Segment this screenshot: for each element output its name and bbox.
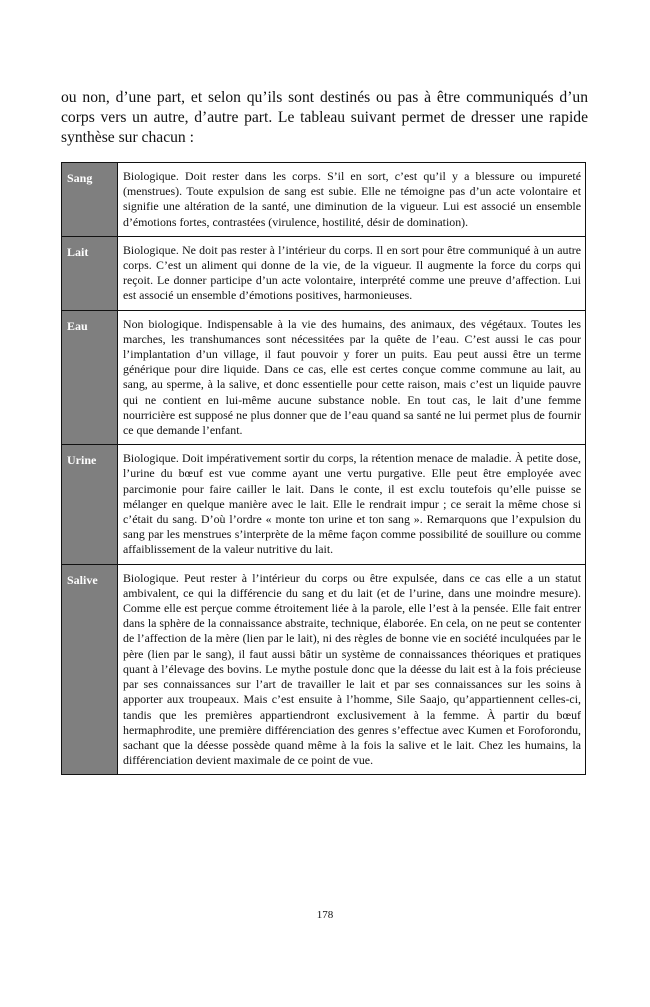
row-label: Lait xyxy=(62,236,118,310)
table-row-urine xyxy=(62,445,586,564)
row-description: Biologique. Peut rester à l’intérieur du corps ou être expulsée, dans ce cas elle a un statut ambivalent, ce qui la différencie du sang et du lait (et de l’urine, dans une moindre mesure). Comme elle est perçue comme étroitement liée à la parole, elle l’est à la pensée. Elle fait entrer dans la sphère de la connaissance abstraite, technique, élaborée. En cela, on ne peut se contenter de l’affection de la mère (lien par le lait), ni des règles de bonne vie en société inculquées par le père (lien par le sang), il faut aussi bâtir un système de connaissances théoriques et pratiques quant à l’élevage des bovins. Le mythe postule donc que la déesse du lait est à la fois précieuse par ses connaissances sur l’art de travailler le lait et par ses connaissances sur les soins à apporter aux troupeaux. Mais c’est ensuite à l’homme, Sile Saajo, qu’appartiennent celles-ci, tandis que les premières appartiendront exclusivement à la femme. À partir du bœuf hermaphrodite, une première différenciation des genres s’effectue avec Kumen et Foroforondu, sachant que la déesse possède quand même à la fois la salive et le lait. Chez les humains, la différenciation devient maximale de ce point de vue. xyxy=(118,564,586,775)
intro-line: ou non, d’une part, et selon qu’ils sont destinés ou pas à être communiqués d’un xyxy=(61,89,588,106)
row-description: Biologique. Doit rester dans les corps. S’il en sort, c’est qu’il y a blessure ou impureté (menstrues). Toute expulsion de sang est subie. Elle ne témoigne pas d’un acte volontaire et signifie une altération de la santé, une diminution de la vigueur. Lui est associé un ensemble d’émotions fortes, contrastées (virulence, hostilité, désir de domination). xyxy=(118,163,586,237)
intro-paragraph xyxy=(61,88,588,148)
table-row-lait xyxy=(62,236,586,310)
table-row-salive xyxy=(62,564,586,775)
intro-line: corps vers un autre, d’autre part. Le tableau suivant permet de dresser une rapide xyxy=(61,109,588,126)
intro-line: synthèse sur chacun : xyxy=(61,129,194,146)
row-description: Non biologique. Indispensable à la vie des humains, des animaux, des végétaux. Toutes les marches, les transhumances sont nécessitées par la quête de l’eau. C’est aussi le cas pour l’implantation d’un village, il faut pouvoir y forer un puits. Eau peut aussi être un terme générique pour dire liquide. Dans ce cas, elle est certes conçue comme commune au lait, au sang, au sperme, à la salive, et donc essentielle pour cette raison, mais c’est un liquide pauvre qui ne contient en lui-même aucune substance noble. En tout cas, le lait d’une femme nourricière est supposé ne plus donner que de l’eau quand sa santé ne lui permet plus de fournir ce que demande l’enfant. xyxy=(118,310,586,445)
table-row-sang xyxy=(62,163,586,237)
fluids-synthesis-table xyxy=(61,162,586,775)
row-label: Sang xyxy=(62,163,118,237)
row-label: Urine xyxy=(62,445,118,564)
table-row-eau xyxy=(62,310,586,445)
row-description: Biologique. Doit impérativement sortir du corps, la rétention menace de maladie. À petite dose, l’urine du bœuf est vue comme ayant une vertu purgative. Elle peut être employée avec parcimonie pour faire cailler le lait. Dans le conte, il est exclu toutefois qu’elle puisse se mélanger en quelque manière avec le lait. Elle le rendrait impur ; ce serait la même chose si c’était du sang. D’où l’ordre « monte ton urine et ton sang ». Remarquons que l’expulsion du sang par les menstrues s’interprète de la même façon comme possibilité de souillure ou comme affaiblissement de la valeur nutritive du lait. xyxy=(118,445,586,564)
row-label: Salive xyxy=(62,564,118,775)
page-number: 178 xyxy=(316,909,334,921)
row-label: Eau xyxy=(62,310,118,445)
row-description: Biologique. Ne doit pas rester à l’intérieur du corps. Il en sort pour être communiqué à un autre corps. C’est un aliment qui donne de la vie, de la vigueur. Il augmente la force du corps qui reçoit. Le donner participe d’un acte volontaire, interprété comme une preuve d’affection. Lui est associé un ensemble d’émotions positives, harmonieuses. xyxy=(118,236,586,310)
